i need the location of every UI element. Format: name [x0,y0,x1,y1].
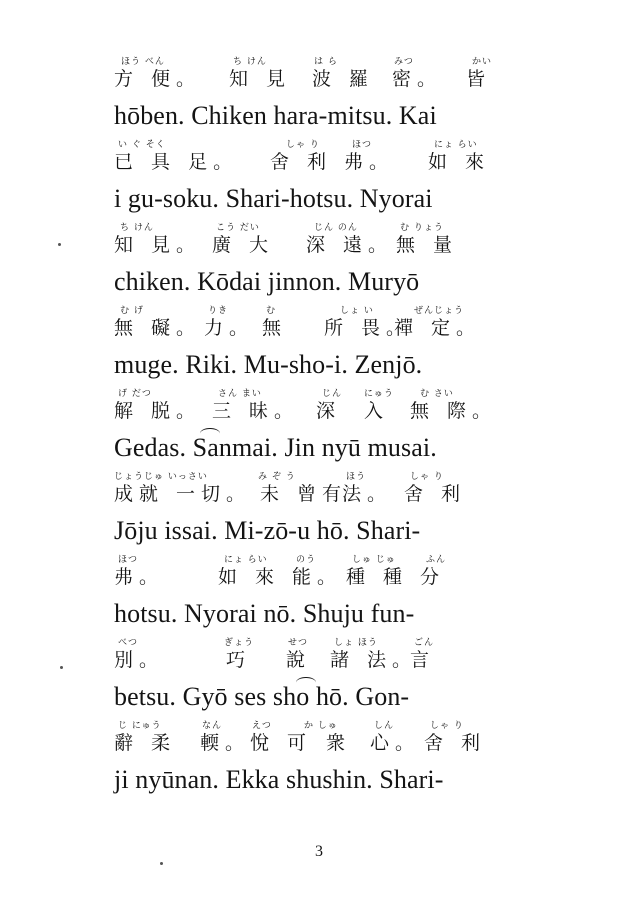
kanji-text: 巧 [226,649,252,671]
liaison-mark [296,677,316,688]
page-number: 3 [315,843,323,860]
kanji-text: 知 見。 [114,234,202,256]
kanji-text: 力。 [204,317,255,339]
romaji-line: muge. Riki. Mu-sho-i. Zenjō. [114,350,423,379]
furigana-text: い ぐ そく [118,140,166,150]
furigana-text: ほう [346,472,367,482]
kanji-text: 所 畏。 [324,317,412,339]
kanji-text: 舍 利 [404,483,467,505]
kanji-text: 已 具 足。 [114,151,239,173]
kanji-text: 心。 [370,732,421,754]
furigana-text: ほつ [118,555,139,565]
romaji-line: Jōju issai. Mi-zō-u hō. Shari- [114,516,421,545]
furigana-text: しん [374,721,395,731]
kanji-text: 舍 利 [270,151,333,173]
scan-speck [60,666,63,669]
furigana-text: しょ い [340,306,374,316]
kanji-text: 三 昧。 [212,400,300,422]
furigana-text: ぜんじょう [414,306,465,316]
furigana-text: しゃ り [430,721,464,731]
furigana-text: ぎょう [224,638,255,648]
kanji-text: 分 [420,566,446,588]
furigana-text: む げ [120,306,144,316]
kanji-text: 辭 柔 [114,732,177,754]
kanji-text: 未 曾有 [260,483,348,505]
kanji-text: 深 遠。 [306,234,394,256]
kanji-text: 入 [364,400,390,422]
furigana-text: ち けん [120,223,154,233]
verse-block-7 [0,556,638,638]
kanji-text: 深 [316,400,342,422]
furigana-text: にょ らい [434,140,478,150]
furigana-text: しゃ り [410,472,444,482]
furigana-text: じん のん [314,223,358,233]
verse-block-5 [0,390,638,472]
romaji-line: Gedas. Sanmai. Jin nyū musai. [114,433,437,462]
kanji-text: 波 羅 [312,68,375,90]
verse-block-3 [0,224,638,306]
romaji-line: i gu-soku. Shari-hotsu. Nyorai [114,184,433,213]
romaji-line: chiken. Kōdai jinnon. Muryō [114,267,420,296]
kanji-text: 弗。 [344,151,395,173]
kanji-text: 禪 定。 [394,317,482,339]
furigana-text: げ だつ [118,389,152,399]
scan-speck [58,243,61,246]
furigana-text: せつ [288,638,309,648]
furigana-text: えつ [252,721,272,731]
verse-block-4 [0,307,638,389]
furigana-text: む りょう [400,223,444,233]
furigana-text: のう [296,555,317,565]
kanji-text: 言 [410,649,436,671]
kanji-text: 別。 [114,649,165,671]
furigana-text: じょうじゅ いっさい [114,472,208,482]
kanji-text: 種 種 [346,566,409,588]
furigana-text: み ぞ う [258,472,296,482]
furigana-text: じん [322,389,343,399]
furigana-text: こう だい [216,223,260,233]
kanji-text: 成就 一切。 [114,483,252,505]
verse-block-8 [0,639,638,721]
furigana-text: ほう べん [121,57,165,67]
verse-block-1 [0,58,638,140]
furigana-text: しょ ほう [334,638,378,648]
furigana-text: しゅ じゅ [352,555,396,565]
furigana-text: かい [472,57,493,67]
furigana-text: にゅう [364,389,394,399]
kanji-text: 輭。 [200,732,251,754]
kanji-text: 如 來 [428,151,491,173]
kanji-text: 無 礙。 [114,317,202,339]
kanji-text: 諸 法。 [330,649,418,671]
verse-block-9 [0,722,638,804]
verse-block-6 [0,473,638,555]
kanji-text: 解 脱。 [114,400,202,422]
kanji-text: 衆 [326,732,352,754]
furigana-text: は ら [314,57,338,67]
kanji-text: 舍 利 [424,732,487,754]
furigana-text: か しゅ [304,721,338,731]
scan-speck [160,862,163,865]
furigana-text: ふん [426,555,447,565]
furigana-text: みつ [394,57,414,67]
furigana-text: なん [202,721,223,731]
furigana-text: ち けん [233,57,267,67]
kanji-text: 如 來 [218,566,281,588]
kanji-text: 無 量 [396,234,459,256]
kanji-text: 悅 可 [250,732,313,754]
furigana-text: しゃ り [286,140,320,150]
kanji-text: 知 見 [229,68,292,90]
kanji-text: 廣 大 [212,234,275,256]
romaji-line: ji nyūnan. Ekka shushin. Shari- [114,765,444,794]
furigana-text: む [266,306,277,316]
romaji-line: betsu. Gyō ses sho hō. Gon- [114,682,410,711]
kanji-text: 法。 [342,483,393,505]
kanji-text: 無 [262,317,288,339]
kanji-text: 說 [286,649,312,671]
romaji-line: hotsu. Nyorai nō. Shuju fun- [114,599,415,628]
kanji-text: 能。 [292,566,343,588]
furigana-text: べつ [118,638,139,648]
furigana-text: じ にゅう [118,721,162,731]
kanji-text: 弗。 [114,566,165,588]
kanji-text: 皆 [466,68,492,90]
furigana-text: さん まい [218,389,262,399]
furigana-text: ほつ [352,140,373,150]
verse-block-2 [0,141,638,223]
kanji-text: 密。 [392,68,443,90]
furigana-text: にょ らい [224,555,268,565]
furigana-text: ごん [414,638,435,648]
furigana-text: む さい [420,389,454,399]
furigana-text: りき [208,306,229,316]
kanji-text: 方 便。 [114,68,202,90]
kanji-text: 無 際。 [410,400,498,422]
liaison-mark [200,428,220,439]
romaji-line: hōben. Chiken hara-mitsu. Kai [114,101,437,130]
